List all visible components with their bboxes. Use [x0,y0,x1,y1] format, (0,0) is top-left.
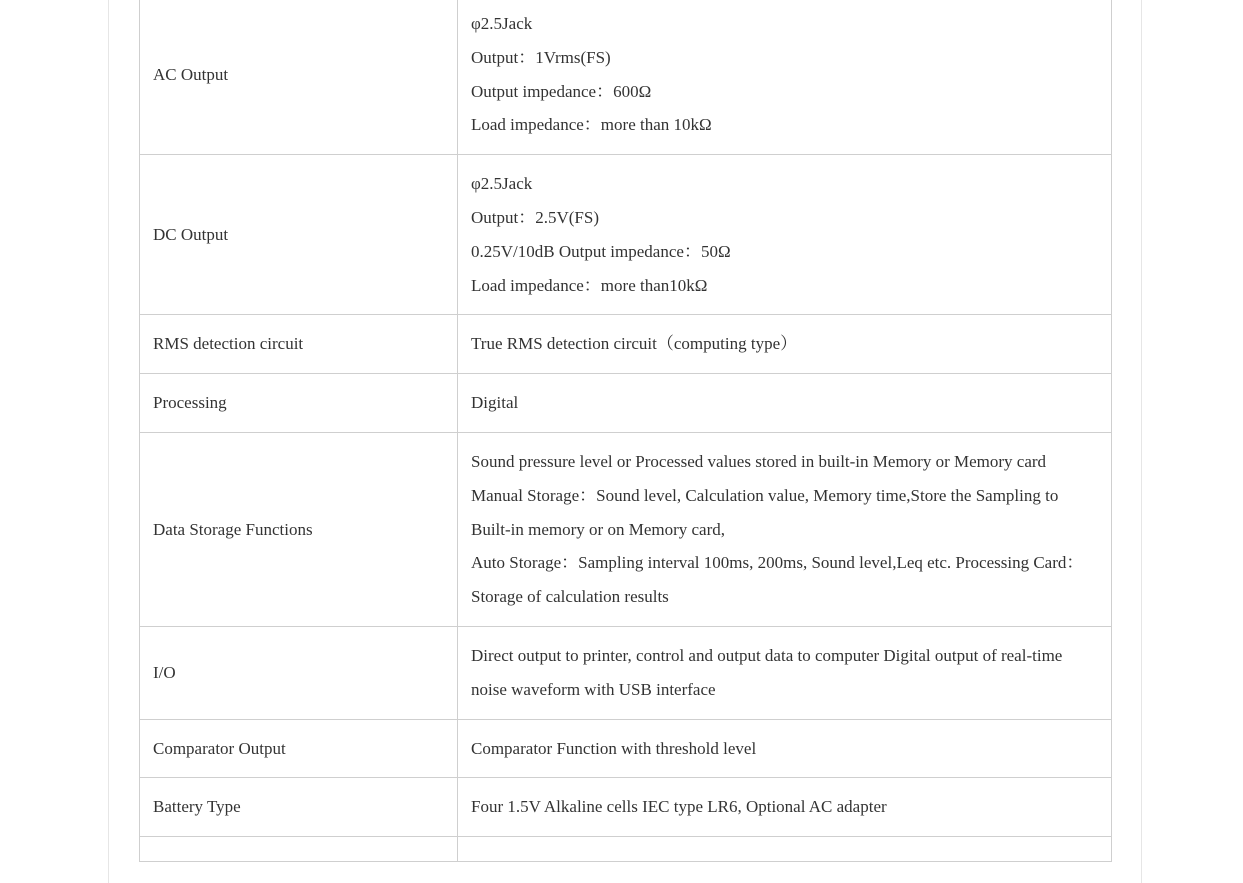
spec-value-line: Output：2.5V(FS) [471,207,599,227]
table-row [140,778,1112,837]
table-row [140,432,1112,626]
spec-value-line: Direct output to printer, control and output data to computer Digital output of real-time noise waveform with USB interface [471,645,1063,699]
spec-label: Processing [140,374,458,433]
spec-label: I/O [140,626,458,719]
spec-value-line: Load impedance：more than 10kΩ [471,115,712,135]
spec-value [458,155,1112,315]
spec-value-line: Manual Storage：Sound level, Calculation value, Memory time,Store the Sampling to Built-in memory or on Memory card, [471,485,1059,539]
spec-value-line: Output：1Vrms(FS) [471,47,611,67]
spec-value [458,719,1112,778]
spec-value [458,0,1112,155]
spec-value-line: 0.25V/10dB Output impedance：50Ω [471,241,731,261]
spec-value-line: Load impedance：more than10kΩ [471,275,708,295]
spec-value [458,315,1112,374]
spec-label: DC Output [140,155,458,315]
spec-label: Data Storage Functions [140,432,458,626]
spec-value-line: φ2.5Jack [471,174,533,194]
table-row [140,155,1112,315]
spec-label: AC Output [140,0,458,155]
spec-value-line: Output impedance：600Ω [471,81,652,101]
table-row [140,626,1112,719]
spec-value-line: Comparator Function with threshold level [471,738,757,758]
spec-value [458,837,1112,862]
spec-value [458,432,1112,626]
table-row [140,374,1112,433]
spec-label: RMS detection circuit [140,315,458,374]
specifications-table [139,0,1112,862]
spec-value-line: Digital [471,393,519,413]
table-row [140,719,1112,778]
table-row [140,315,1112,374]
spec-label [140,837,458,862]
spec-value-line: φ2.5Jack [471,14,533,33]
spec-value-line: Sound pressure level or Processed values stored in built-in Memory or Memory card [471,451,1047,471]
spec-value-line: Four 1.5V Alkaline cells IEC type LR6, Optional AC adapter [471,797,887,817]
spec-value [458,626,1112,719]
spec-label: Comparator Output [140,719,458,778]
table-row [140,0,1112,155]
spec-value [458,374,1112,433]
spec-label: Battery Type [140,778,458,837]
table-row [140,837,1112,862]
spec-value [458,778,1112,837]
spec-value-line: True RMS detection circuit（computing type） [471,334,798,354]
spec-value-line: Auto Storage：Sampling interval 100ms, 200ms, Sound level,Leq etc. Processing Card： Storage of calculation results [471,553,1084,607]
